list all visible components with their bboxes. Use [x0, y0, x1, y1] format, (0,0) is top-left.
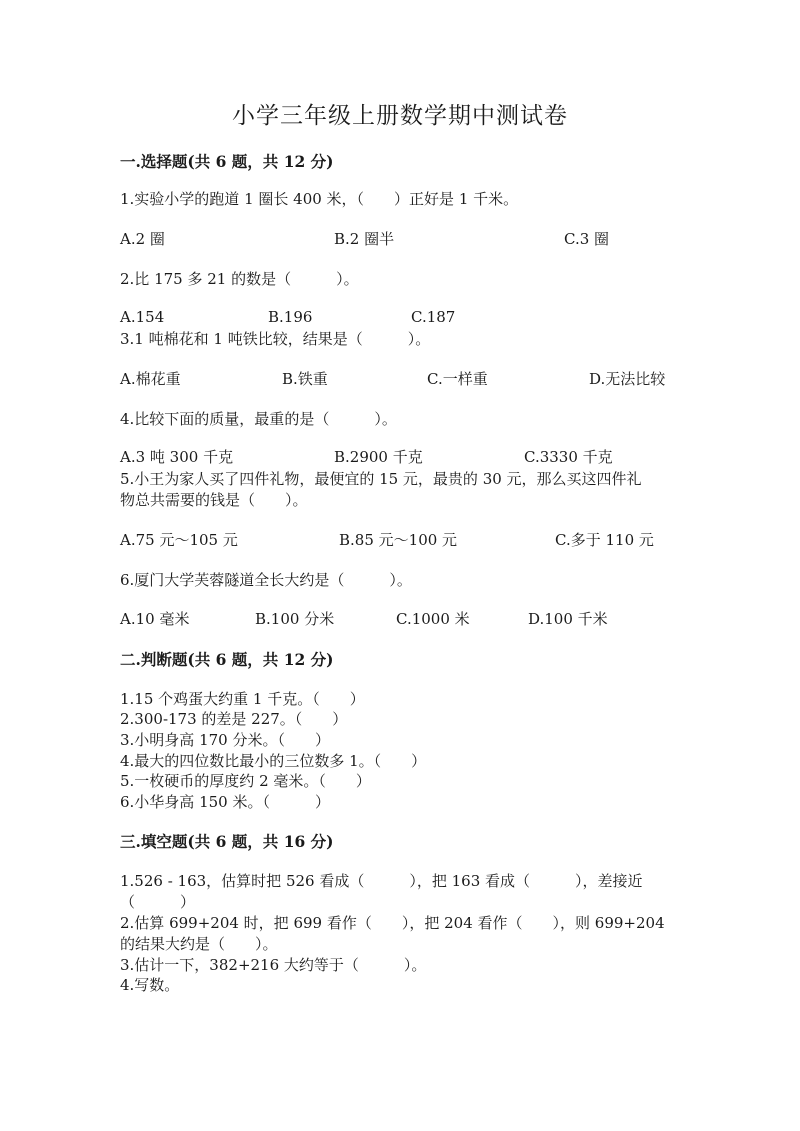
question-5-text-line1: 5.小王为家人买了四件礼物，最便宜的 15 元，最贵的 30 元，那么买这四件礼 [120, 470, 642, 488]
judgement-item-6: 6.小华身高 150 米。（ ） [120, 793, 330, 811]
question-1-text: 1.实验小学的跑道 1 圈长 400 米，（ ）正好是 1 千米。 [120, 190, 519, 208]
judgement-item-2: 2.300-173 的差是 227。（ ） [120, 710, 348, 728]
fill-item-4: 4.写数。 [120, 976, 180, 994]
fill-item-1-line2: （ ） [120, 893, 196, 911]
q3-option-d: D.无法比较 [589, 370, 666, 388]
q6-option-a: A.10 毫米 [120, 610, 190, 628]
question-2-text: 2.比 175 多 21 的数是（ ）。 [120, 270, 359, 288]
judgement-item-3: 3.小明身高 170 分米。（ ） [120, 731, 330, 749]
q6-option-d: D.100 千米 [528, 610, 608, 628]
question-3-text: 3.1 吨棉花和 1 吨铁比较，结果是（ ）。 [120, 330, 431, 348]
fill-item-2-line2: 的结果大约是（ ）。 [120, 935, 278, 953]
question-5-text-line2: 物总共需要的钱是（ ）。 [120, 491, 308, 509]
q1-option-a: A.2 圈 [120, 230, 165, 248]
q5-option-a: A.75 元～105 元 [120, 531, 238, 549]
fill-item-2-line1: 2.估算 699+204 时，把 699 看作（ ），把 204 看作（ ），则 699+204 [120, 914, 665, 932]
q3-option-b: B.铁重 [282, 370, 328, 388]
q5-option-c: C.多于 110 元 [555, 531, 654, 549]
section-heading-fill-blank: 三.填空题(共 6 题，共 16 分) [120, 832, 334, 851]
page-title: 小学三年级上册数学期中测试卷 [232, 103, 568, 129]
section-heading-choice: 一.选择题(共 6 题，共 12 分) [120, 152, 334, 171]
q3-option-a: A.棉花重 [120, 370, 181, 388]
judgement-item-5: 5.一枚硬币的厚度约 2 毫米。（ ） [120, 772, 371, 790]
section-heading-judgement: 二.判断题(共 6 题，共 12 分) [120, 650, 334, 669]
q1-option-b: B.2 圈半 [334, 230, 395, 248]
q3-option-c: C.一样重 [427, 370, 488, 388]
q2-option-a: A.154 [120, 308, 165, 326]
judgement-item-1: 1.15 个鸡蛋大约重 1 千克。（ ） [120, 690, 365, 708]
q2-option-c: C.187 [411, 308, 456, 326]
question-6-text: 6.厦门大学芙蓉隧道全长大约是（ ）。 [120, 571, 412, 589]
question-4-text: 4.比较下面的质量，最重的是（ ）。 [120, 410, 397, 428]
fill-item-1-line1: 1.526 - 163，估算时把 526 看成（ ），把 163 看成（ ），差接近 [120, 872, 643, 890]
q4-option-c: C.3330 千克 [524, 448, 613, 466]
q5-option-b: B.85 元～100 元 [339, 531, 458, 549]
judgement-item-4: 4.最大的四位数比最小的三位数多 1。（ ） [120, 752, 427, 770]
q4-option-b: B.2900 千克 [334, 448, 423, 466]
q6-option-b: B.100 分米 [255, 610, 335, 628]
fill-item-3: 3.估计一下，382+216 大约等于（ ）。 [120, 956, 427, 974]
q4-option-a: A.3 吨 300 千克 [120, 448, 234, 466]
q1-option-c: C.3 圈 [564, 230, 610, 248]
q2-option-b: B.196 [268, 308, 313, 326]
q6-option-c: C.1000 米 [396, 610, 470, 628]
